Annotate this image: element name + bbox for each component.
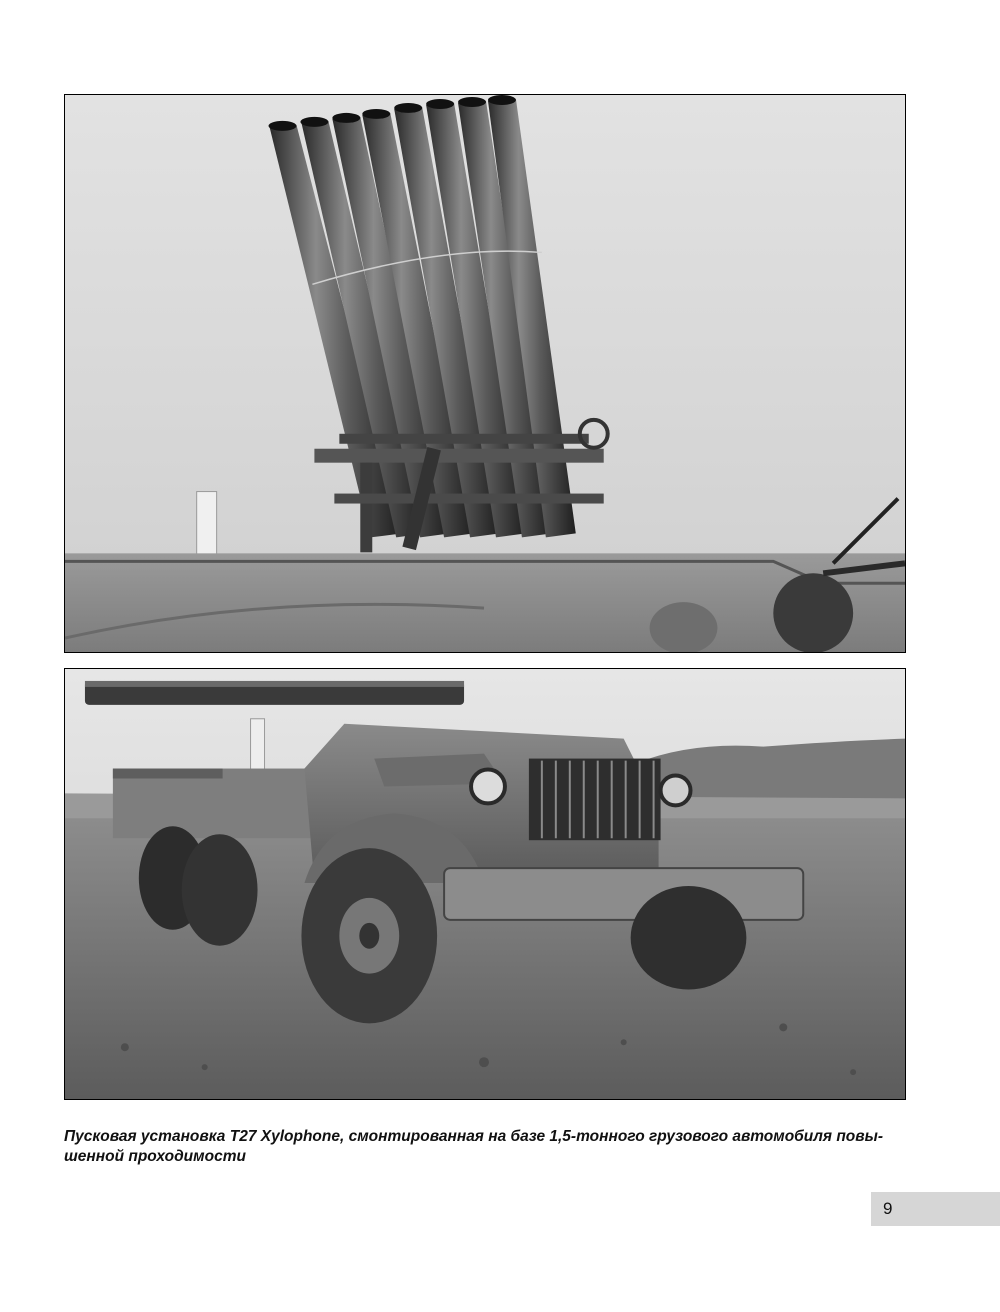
launcher-closeup-photo (64, 94, 906, 653)
truck-side-photo (64, 668, 906, 1100)
page-number: 9 (883, 1199, 893, 1218)
truck-illustration (65, 669, 905, 1099)
photo-caption: Пусковая установка T27 Xylophone, смонтированная на базе 1,5-тонного грузового автомобиля повы-шенной проходимости (64, 1128, 884, 1165)
launcher-closeup-illustration (65, 95, 905, 652)
page-number-tab (871, 1192, 1000, 1226)
